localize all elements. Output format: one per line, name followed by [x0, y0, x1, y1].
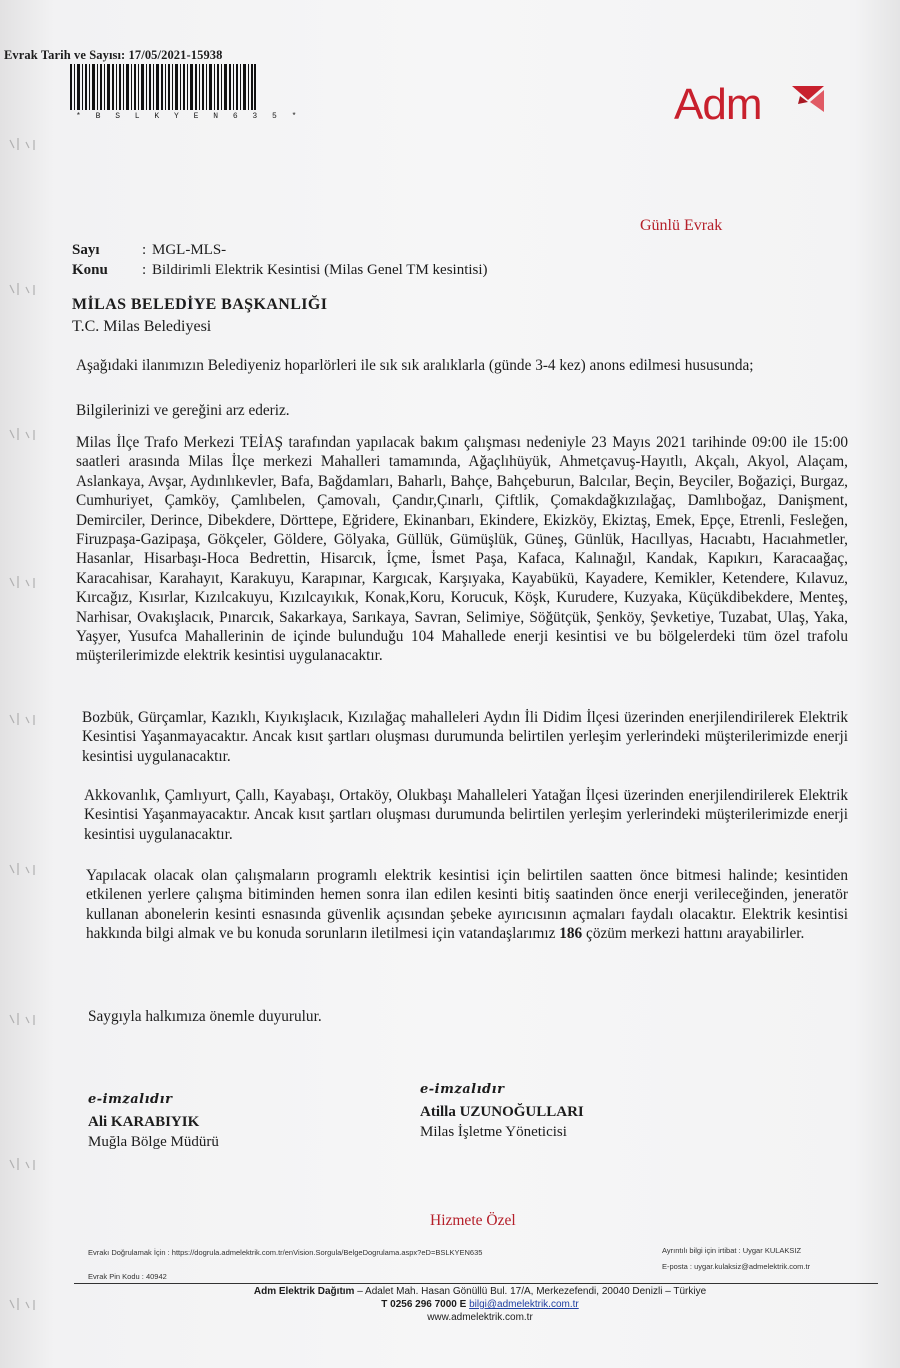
company-address [150, 1285, 810, 1324]
company-name: Adm Elektrik Dağıtım [253, 1286, 355, 1297]
paragraph-yatagan: Akkovanlık, Çamlıyurt, Çallı, Kayabaşı, Ortaköy, Olukbaşı Mahalleleri Yatağan İlçesi üzerinden enerjilendirilerek Elektrik Kesintisi Yaşanmayacaktır. Ancak kısıt şartları oluşması durumunda belirtilen yerleşim yerlerindeki müşterilerimizde enerji kesintisi uygulanacaktır. [84, 787, 848, 843]
barcode [70, 64, 256, 110]
website-link[interactable]: www.admelektrik.com.tr [427, 1312, 533, 1323]
phone-text: T 0256 296 7000 E [381, 1299, 467, 1310]
konu-value: Bildirimli Elektrik Kesintisi (Milas Genel TM kesintisi) [152, 262, 488, 278]
paragraph-closing: Saygıyla halkımıza önemle duyurulur. [88, 1008, 322, 1025]
addressee [72, 294, 327, 338]
email-link[interactable]: bilgi@admelektrik.com.tr [469, 1299, 579, 1310]
konu-row [72, 260, 488, 280]
logo-text: Adm [674, 80, 762, 129]
adm-logo [674, 80, 761, 130]
contact-email[interactable]: E-posta : uygar.kulaksiz@admelektrik.com.tr [662, 1262, 811, 1271]
signer-role: Muğla Bölge Müdürü [88, 1134, 219, 1150]
paragraph-completion [86, 866, 848, 944]
call-center-number: 186 [559, 925, 583, 943]
paragraph-didim: Bozbük, Gürçamlar, Kazıklı, Kıyıkışlacık, Kızılağaç mahalleleri Aydın İli Didim İlçesi üzerinden enerjilendirilerek Elektrik Kesintisi Yaşanmayacaktır. Ancak kısıt şartları oluşması durumunda belirtilen yerleşim yerlerindeki müşterilerimizde enerji kesintisi uygulanacaktır. [82, 709, 848, 765]
addressee-subtitle: T.C. Milas Belediyesi [72, 318, 212, 335]
contact-person: Ayrıntılı bilgi için irtibat : Uygar KULAKSIZ [662, 1246, 802, 1255]
konu-separator: : [142, 262, 147, 278]
document-date-number: Evrak Tarih ve Sayısı: 17/05/2021-15938 [4, 48, 223, 62]
signature-block-2 [420, 1080, 584, 1142]
phone-line [150, 1298, 810, 1311]
address-line [150, 1285, 810, 1298]
completion-end: çözüm merkezi hattını arayabilirler. [586, 925, 805, 943]
signer-name: Ali KARABIYIK [88, 1114, 200, 1130]
sayi-row [72, 240, 488, 260]
scan-margin-marks [0, 0, 60, 1368]
address-text: – Adalet Mah. Hasan Gönüllü Bul. 17/A, Merkezefendi, 20040 Denizli – Türkiye [354, 1286, 707, 1297]
sayi-label: Sayı [72, 242, 100, 258]
sayi-separator: : [142, 242, 147, 258]
paragraph-outage-details: Milas İlçe Trafo Merkezi TEİAŞ tarafından yapılacak bakım çalışması nedeniyle 23 Mayıs 2021 tarihinde 09:00 ile 15:00 saatleri arasında Milas İlçe merkezi Mahalleri tamamında, Ağaçlıhüyük, Ahmetçavuş-Hayıtlı, Akçalı, Akyol, Alaçam, Aslankaya, Avşar, Aydınlıkevler, Bafa, Bağdamları, Baharlı, Bahçe, Bahçeburun, Balcılar, Beçin, Beyciler, Boğaziçi, Burgaz, Cumhuriyet, Çamköy, Çamlıbelen, Çamovalı, Çandır,Çınarlı, Çiftlik, Çomakdağkızılağaç, Damlıboğaz, Danişment, Demirciler, Derince, Dibekdere, Dörttepe, Eğridere, Ekinanbarı, Ekindere, Ekizköy, Ekiztaş, Emek, Epçe, Etrenli, Fesleğen, Firuzpaşa-Gazipaşa, Gökçeler, Göldere, Gölyaka, Güllük, Gümüşlük, Güneş, Günlük, Hacıllyas, Hacıabtı, Hacıahmetler, Hasanlar, Hisarbaşı-Hoca Bedrettin, Hisarcık, İçme, İsmet Paşa, Kafaca, Kalınağıl, Kandak, Kapıkırı, Karacaağaç, Karacahisar, Karahayıt, Karakuyu, Karapınar, Kargıcak, Karşıyaka, Kayabükü, Kayadere, Kemikler, Ketendere, Kılavuz, Kırcağız, Kısırlar, Kızılcakuyu, Kızılcayıkık, Konak,Koru, Korucuk, Köşk, Kurudere, Kuzyaka, Küçükdibekdere, Menteş, Narhisar, Ovakışlacık, Pınarcık, Sakarkaya, Sarıkaya, Savran, Selimiye, Söğütçük, Şenköy, Şevketiye, Tuzabat, Ulaş, Yaka, Yaşyer, Yusufca Mahallerinin de içinde bulunduğu 104 Mahallede enerji kesintisi ve bu bölgelerdeki tüm özel trafolu müşterilerimizde elektrik kesintisi uygulanacaktır. [76, 434, 848, 665]
verification-link[interactable]: Evrakı Doğrulamak İçin : https://dogrula.admelektrik.com.tr/enVision.Sorgula/BelgeDogrulama.aspx?eD=BSLKYEN635 [88, 1248, 483, 1257]
signer-name: Atilla UZUNOĞULLARI [420, 1104, 584, 1120]
sayi-value: MGL-MLS- [152, 242, 227, 258]
document-meta [72, 240, 488, 280]
addressee-title: MİLAS BELEDİYE BAŞKANLIĞI [72, 296, 328, 313]
e-signature-mark: e-imzalıdır [420, 1082, 505, 1097]
paragraph-info: Bilgilerinizi ve gereğini arz ederiz. [76, 402, 290, 419]
completion-text: Yapılacak olacak olan çalışmaların programlı elektrik kesintisi için belirtilen saatten önce bitmesi halinde; kesintiden etkilenen yerlere çalışma bitiminden hemen sonra ilan edilen kesinti bitiş saatinden önce enerji verileceğinden, jeneratör kullanan abonelerin kesinti esnasında güvenlik açısından şebeke ayırıcısının açmaları faydalı olacaktır. Elektrik kesintisi hakkında bilgi almak ve bu konuda sorunların iletilmesi için vatandaşlarımız [86, 867, 848, 943]
paragraph-request: Aşağıdaki ilanımızın Belediyeniz hoparlörleri ile sık sık aralıklarla (günde 3-4 kez) anons edilmesi hususunda; [76, 357, 754, 374]
pin-code: Evrak Pin Kodu : 40942 [88, 1272, 167, 1281]
confidentiality-stamp: Hizmete Özel [430, 1212, 516, 1229]
e-signature-mark: e-imzalıdır [88, 1092, 173, 1107]
logo-arrow-icon [786, 82, 826, 122]
footer-divider [74, 1283, 878, 1284]
gunlu-evrak-stamp: Günlü Evrak [640, 217, 723, 234]
signer-role: Milas İşletme Yöneticisi [420, 1124, 567, 1140]
signature-block-1 [88, 1090, 219, 1152]
konu-label: Konu [72, 262, 108, 278]
barcode-number: * B S L K Y E N 6 3 5 * [76, 112, 302, 121]
